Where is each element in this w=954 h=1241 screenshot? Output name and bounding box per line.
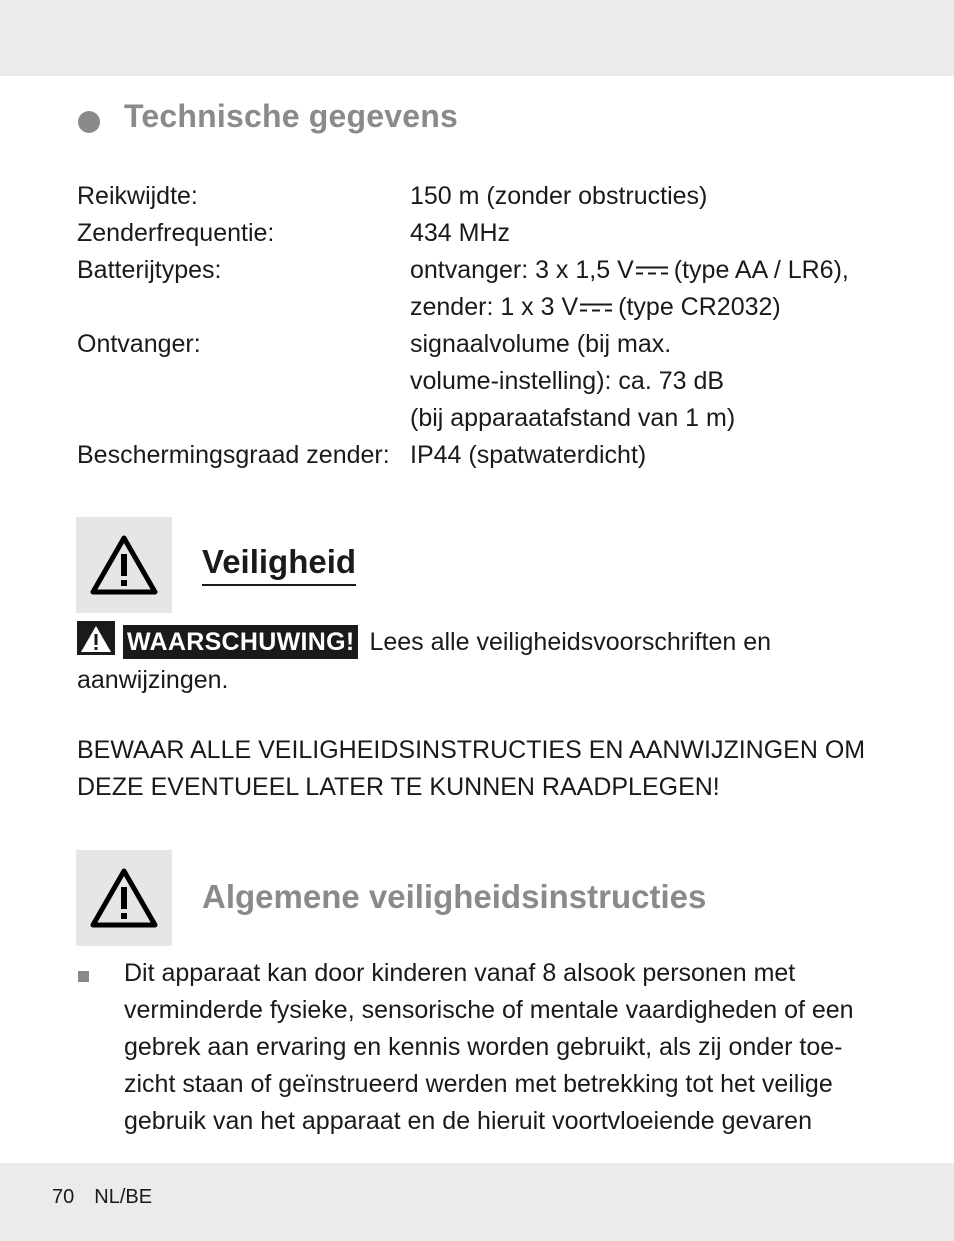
spec-value — [410, 289, 849, 326]
spec-value: volume-instelling): ca. 73 dB — [410, 367, 725, 395]
warning-label: WAARSCHUWING! — [123, 625, 358, 659]
spec-value — [410, 252, 849, 289]
battery-sender-type: (type CR2032) — [618, 293, 781, 321]
dc-current-icon — [580, 303, 612, 312]
spec-table — [77, 178, 849, 474]
spec-value: 434 MHz — [410, 219, 511, 247]
spec-value: 150 m (zonder obstructies) — [410, 182, 708, 210]
section-title: Technische gegevens — [124, 98, 459, 134]
spec-label: Zenderfrequentie: — [77, 219, 275, 247]
battery-sender-text: zender: 1 x 3 V — [410, 293, 579, 321]
heading-algemene-veiligheidsinstructies: Algemene veiligheidsinstructies — [202, 878, 707, 915]
list-bullet-icon — [78, 971, 89, 982]
warning-paragraph — [77, 621, 867, 699]
spec-label: Reikwijdte: — [77, 182, 198, 210]
warning-triangle-icon — [89, 534, 159, 596]
battery-receiver-text: ontvanger: 3 x 1,5 V — [410, 256, 634, 284]
spec-value: (bij apparaatafstand van 1 m) — [410, 404, 736, 432]
spec-row — [77, 178, 849, 215]
spec-row — [77, 437, 849, 474]
spec-label: Beschermingsgraad zender: — [77, 441, 390, 469]
spec-row — [77, 252, 849, 326]
spec-row — [77, 326, 849, 437]
top-band — [0, 0, 954, 76]
spec-value: signaalvolume (bij max. — [410, 330, 672, 358]
keep-instructions-notice: BEWAAR ALLE VEILIGHEIDSINSTRUCTIES EN AANWIJZINGEN OM DEZE EVENTUEEL LATER TE KUNNEN RAADPLEGEN! — [77, 736, 866, 801]
section-bullet-icon — [78, 111, 100, 133]
heading-veiligheid: Veiligheid — [202, 542, 356, 586]
warning-small-icon — [77, 621, 115, 655]
warning-triangle-box — [76, 517, 172, 613]
spec-label: Ontvanger: — [77, 330, 201, 358]
warning-triangle-box — [76, 850, 172, 946]
warning-text: Lees alle veiligheidsvoorschriften en aanwijzingen. — [77, 628, 772, 694]
page-number: 70 — [52, 1186, 75, 1208]
warning-triangle-icon — [89, 867, 159, 929]
list-item: Dit apparaat kan door kinderen vanaf 8 alsook personen met verminderde fysieke, sensorische of mentale vaardigheden of een gebrek aan ervaring en kennis worden gebruikt, als zij onder toe-zicht staan of geïnstrueerd werden met betrekking tot het veilige gebruik van het apparaat en de hieruit voortvloeiende gevaren — [124, 959, 854, 1135]
spec-value: IP44 (spatwaterdicht) — [410, 441, 647, 469]
page-footer — [52, 1186, 172, 1209]
dc-current-icon — [636, 266, 668, 275]
locale-label: NL/BE — [94, 1186, 153, 1208]
spec-row — [77, 215, 849, 252]
spec-label: Batterijtypes: — [77, 256, 222, 284]
battery-receiver-type: (type AA / LR6), — [673, 256, 849, 284]
